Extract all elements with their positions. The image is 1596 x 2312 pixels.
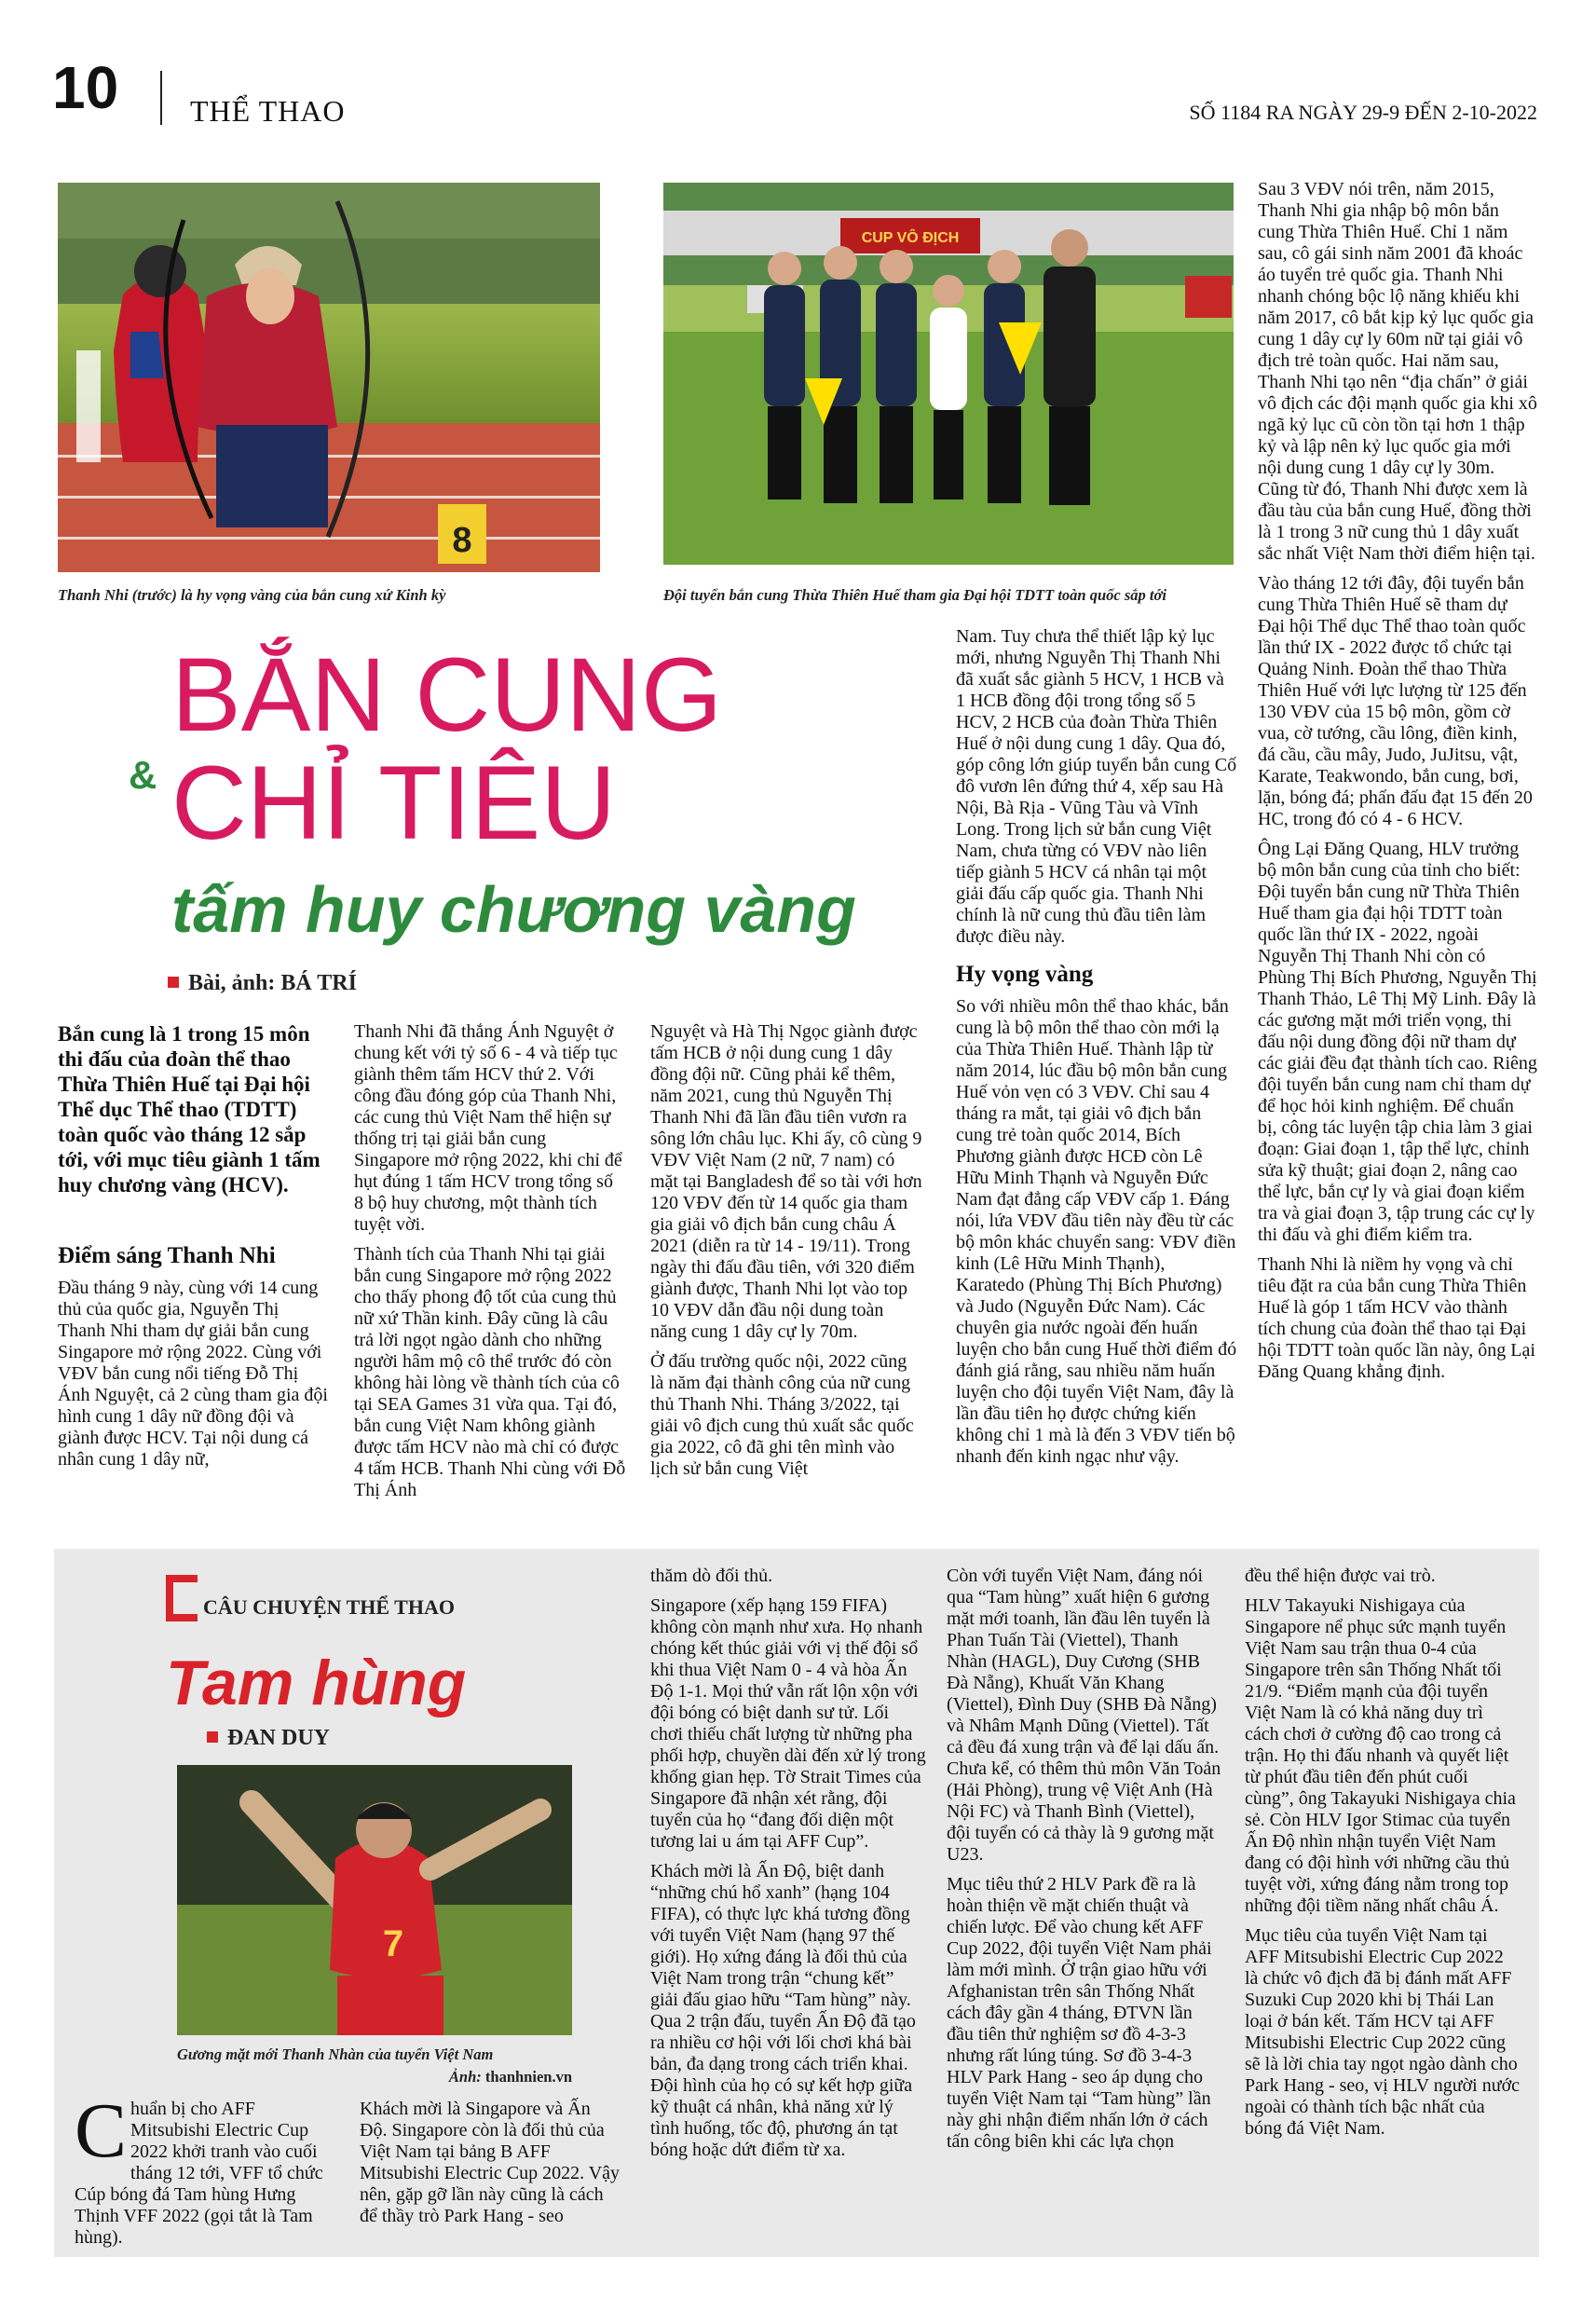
box-c5p0: đều thể hiện được vai trò. bbox=[1245, 1566, 1436, 1586]
box-col1 bbox=[75, 2087, 334, 2257]
box-c5p1: HLV Takayuki Nishigaya của Singapore nể phục sức mạnh tuyển Việt Nam sau trận thua 0-4 của Singapore trên sân Thống Nhất tối 21/9. “Điểm mạnh của đội tuyển Việt Nam là có khả năng duy trì cách chơi ở cường độ cao trong cả trận. Họ thi đấu nhanh và quyết liệt từ phút đầu tiên đến phút cuối cùng”, ông Takayuki Nishigaya chia sẻ. Còn HLV Igor Stimac của tuyển Ấn Độ nhìn nhận tuyển Việt Nam đang có đội hình với những cầu thủ tuyệt vời, xứng đáng nằm trong top những đội tiềm năng nhất châu Á. bbox=[1245, 1595, 1516, 1916]
headline-line2: CHỈ TIÊU bbox=[171, 745, 617, 861]
byline bbox=[168, 969, 357, 997]
box-author-text: ĐAN DUY bbox=[227, 1726, 330, 1750]
box-col2 bbox=[360, 2099, 622, 2236]
article1-col1 bbox=[58, 1021, 330, 1479]
byline-bullet bbox=[168, 977, 179, 988]
article1-col2 bbox=[354, 1021, 626, 1510]
header-divider bbox=[160, 71, 162, 125]
box-c1p1: huẩn bị cho AFF Mitsubishi Electric Cup 2022 khởi tranh vào cuối tháng 12 tới, VFF tổ chức Cúp bóng đá Tam hùng Hưng Thịnh VFF 2022 (gọi tắt là Tam hùng). bbox=[75, 2099, 323, 2248]
article1-c4p1: Nam. Tuy chưa thể thiết lập kỷ lục mới, nhưng Nguyễn Thị Thanh Nhi đã xuất sắc giành 5 HCV, 1 HCB và 1 HCB đồng đội trong tổng số 5 HCV, 2 HCB của đoàn Thừa Thiên Huế ở nội dung cung 1 dây. Qua đó, góp công lớn giúp tuyển bắn cung Cố đô vươn lên đứng thứ 4, xếp sau Hà Nội, Bà Rịa - Vũng Tàu và Vĩnh Long. Trong lịch sử bắn cung Việt Nam, chưa từng có VĐV nào liên tiếp giành 5 HCV cá nhân tại một giải đấu cấp quốc gia. Thanh Nhi chính là nữ cung thủ đầu tiên làm được điều này. bbox=[956, 626, 1237, 947]
box-c2p1: Khách mời là Singapore và Ấn Độ. Singapore còn là đối thủ của Việt Nam tại bảng B AFF Mitsubishi Electric Cup 2022. Vậy nên, gặp gỡ lần này cũng là cách để thầy trò Park Hang - seo bbox=[360, 2099, 621, 2226]
box-label bbox=[166, 1575, 483, 1631]
section-title: THỂ THAO bbox=[190, 94, 346, 128]
box-col3 bbox=[650, 1566, 926, 2169]
issue-info: SỐ 1184 RA NGÀY 29-9 ĐẾN 2-10-2022 bbox=[1189, 101, 1537, 124]
byline-text: Bài, ảnh: BÁ TRÍ bbox=[188, 971, 357, 995]
article1-c3p2: Ở đấu trường quốc nội, 2022 cũng là năm đại thành công của nữ cung thủ Thanh Nhi. Tháng 3/2022, tại giải vô địch cung thủ xuất sắc quốc gia 2022, cô đã ghi tên mình vào lịch sử bắn cung Việt bbox=[650, 1351, 914, 1479]
shirt-number: 7 bbox=[382, 1923, 404, 1964]
football-photo-credit bbox=[177, 2067, 572, 2086]
football-photo-caption: Gương mặt mới Thanh Nhàn của tuyển Việt Nam bbox=[177, 2045, 494, 2063]
team-photo bbox=[663, 183, 1234, 565]
subhead-hy-vong-vang: Hy vọng vàng bbox=[956, 962, 1094, 987]
box-c5p2: Mục tiêu của tuyển Việt Nam tại AFF Mitsubishi Electric Cup 2022 là chức vô địch đã bị đánh mất AFF Suzuki Cup 2020 khi bị Thái Lan loại ở bán kết. Tấm HCV tại AFF Mitsubishi Electric Cup 2022 cũng sẽ là lời chia tay ngọt ngào dành cho Park Hang - seo, vị HLV người nước ngoài có thành tích bậc nhất của bóng đá Việt Nam. bbox=[1245, 1925, 1521, 2139]
subhead-diem-sang: Điểm sáng Thanh Nhi bbox=[58, 1243, 276, 1268]
headline-line1: BẮN CUNG bbox=[171, 636, 723, 753]
article1-c1p1: Đầu tháng 9 này, cùng với 14 cung thủ của quốc gia, Nguyễn Thị Thanh Nhi tham dự giải bắn cung Singapore mở rộng 2022. Cùng với VĐV bắn cung nổi tiếng Đỗ Thị Ánh Nguyệt, cả 2 cùng tham gia đội hình cung 1 dây nữ đồng đội và giành được HCV. Tại nội dung cá nhân cung 1 dây nữ, bbox=[58, 1278, 328, 1470]
right-photo-caption: Đội tuyển bắn cung Thừa Thiên Huế tham gia Đại hội TDTT toàn quốc sắp tới bbox=[663, 586, 1166, 604]
article1-sapo: Bắn cung là 1 trong 15 môn thi đấu của đoàn thể thao Thừa Thiên Huế tại Đại hội Thể dục Thể thao (TDTT) toàn quốc vào tháng 12 sắp tới, với mục tiêu giành 1 tấm huy chương vàng (HCV). bbox=[58, 1022, 321, 1197]
article1-c2p1: Thanh Nhi đã thắng Ánh Nguyệt ở chung kết với tỷ số 6 - 4 và tiếp tục giành thêm tấm HCV thứ 2. Với công đầu đóng góp của Thanh Nhi, các cung thủ Việt Nam thể hiện sự thống trị tại giải bắn cung Singapore mở rộng 2022, khi chỉ để hụt đúng 1 tấm HCV trong tổng số 8 bộ huy chương, một thành tích tuyệt vời. bbox=[354, 1021, 622, 1235]
headline-ampersand: & bbox=[129, 753, 157, 797]
article1-c2p2: Thành tích của Thanh Nhi tại giải bắn cung Singapore mở rộng 2022 cho thấy phong độ tốt của cung thủ nữ xứ Thần kinh. Đây cũng là câu trả lời ngọt ngào dành cho những người hâm mộ cô thể trước đó còn không hài lòng về thành tích của cô tại SEA Games 31 vừa qua. Tại đó, bắn cung Việt Nam không giành được tấm HCV nào mà chỉ có được 4 tấm HCB. Thanh Nhi cùng với Đỗ Thị Ánh bbox=[354, 1244, 626, 1500]
target-number: 8 bbox=[452, 521, 472, 560]
article1-col5 bbox=[1258, 179, 1537, 1391]
page-number: 10 bbox=[52, 54, 119, 121]
box-c1p1-wrap bbox=[75, 2087, 334, 2249]
article1-c5p4: Thanh Nhi là niềm hy vọng và chỉ tiêu đặt ra của bắn cung Thừa Thiên Huế là góp 1 tấm HCV vào thành tích chung của đoàn thể thao tại Đại hội TDTT toàn quốc lần này, ông Lại Đăng Quang khẳng định. bbox=[1258, 1254, 1535, 1382]
article1-c5p3: Ông Lại Đăng Quang, HLV trưởng bộ môn bắn cung của tỉnh cho biết: Đội tuyển bắn cung nữ Thừa Thiên Huế tham gia đại hội TDTT toàn quốc lần thứ IX - 2022, ngoài Nguyễn Thị Thanh Nhi còn có Phùng Thị Bích Phương, Nguyễn Thị Thanh Thảo, Lê Thị Mỹ Linh. Đây là các gương mặt mới triển vọng, thi đấu nội dung đồng đội nữ tham dự các giải đều đạt thành tích cao. Riêng đội tuyển bắn cung nam chỉ tham dự để học hỏi kinh nghiệm. Để chuẩn bị, công tác luyện tập chia làm 3 giai đoạn: Giai đoạn 1, tập thể lực, chỉnh sửa kỹ thuật; giai đoạn 2, nâng cao thể lực, bắn cự ly và giai đoạn kiểm tra và giai đoạn 3, tập trung các cự ly thi đấu và ghi điểm kiểm tra. bbox=[1258, 839, 1537, 1245]
box-c3p1: Singapore (xếp hạng 159 FIFA) không còn mạnh như xưa. Họ nhanh chóng kết thúc giải với vị thế đội sổ khi thua Việt Nam 0 - 4 và hòa Ấn Độ 1-1. Mọi thứ vẫn rất lộn xộn với đội bóng có biệt danh sư tử. Lối chơi thiếu chất lượng từ những pha phối hợp, chuyền dài đến xử lý trong khống gian hẹp. Tờ Strait Times của Singapore đã nhận xét rằng, đội tuyển của họ “đang đối diện một tương lai u ám tại AFF Cup”. bbox=[650, 1595, 926, 1852]
box-col4 bbox=[947, 1566, 1222, 2161]
box-label-text: CÂU CHUYỆN THỂ THAO bbox=[203, 1595, 455, 1619]
box-label-bracket bbox=[166, 1575, 198, 1621]
headline-line3: tấm huy chương vàng bbox=[171, 873, 856, 946]
box-author bbox=[207, 1724, 330, 1752]
article1-c5p2: Vào tháng 12 tới đây, đội tuyển bắn cung Thừa Thiên Huế sẽ tham dự Đại hội Thể dục Thể thao toàn quốc lần thứ IX - 2022 được tổ chức tại Quảng Ninh. Đoàn thể thao Thừa Thiên Huế với lực lượng từ 125 đến 130 VĐV của 15 bộ môn, gồm cờ vua, cờ tướng, cầu lông, điền kinh, đá cầu, cầu mây, Judo, JuJitsu, vật, Karate, Teakwondo, bắn cung, bơi, lặn, bóng đá; phấn đấu đạt 15 đến 20 HC, trong đó có 4 - 6 HCV. bbox=[1258, 573, 1533, 829]
article1-c4p2: So với nhiều môn thể thao khác, bắn cung là bộ môn thể thao còn mới lạ của Thừa Thiên Huế. Thành lập từ năm 2014, lúc đầu bộ môn bắn cung Huế vỏn vẹn có 3 VĐV. Chỉ sau 4 tháng ra mắt, tại giải vô địch bắn cung trẻ toàn quốc 2014, Bích Phương giành được HCĐ còn Lê Hữu Minh Thạnh và Nguyễn Đức Nam đạt đẳng cấp VĐV cấp 1. Đáng nói, lứa VĐV đầu tiên này đều từ các bộ môn khác chuyển sang: VĐV điền kinh (Lê Hữu Minh Thạnh), Karatedo (Phùng Thị Bích Phương) và Judo (Nguyễn Đức Nam). Các chuyên gia nước ngoài đến huấn luyện cho bắn cung Huế thời điểm đó đánh giá rằng, sau nhiều năm huấn luyện cho đội tuyển Việt Nam, đây là lần đầu tiên họ được chứng kiến không chỉ 1 mà là đến 3 VĐV tiến bộ nhanh đến kinh ngạc như vậy. bbox=[956, 996, 1237, 1467]
left-photo-caption: Thanh Nhi (trước) là hy vọng vàng của bắn cung xứ Kinh kỳ bbox=[58, 586, 446, 604]
article1-c5p1: Sau 3 VĐV nói trên, năm 2015, Thanh Nhi gia nhập bộ môn bắn cung Thừa Thiên Huế. Chỉ 1 năm sau, cô gái sinh năm 2001 đã khoác áo tuyển trẻ quốc gia. Thanh Nhi nhanh chóng bộc lộ năng khiếu khi năm 2017, cô bắt kịp kỷ lục quốc gia cung 1 dây cự ly 60m nữ tại giải vô địch trẻ toàn quốc. Hai năm sau, Thanh Nhi tạo nên “địa chấn” ở giải vô địch các đội mạnh quốc gia khi xô ngã kỷ lục cũ còn tồn tại hơn 1 thập kỷ và lập nên kỷ lục quốc gia mới nội dung cung 1 dây cự ly 30m. Cũng từ đó, Thanh Nhi được xem là đầu tàu của bắn cung Huế, đồng thời là 1 trong 3 nữ cung thủ 1 dây xuất sắc nhất Việt Nam thời điểm hiện tại. bbox=[1258, 179, 1537, 564]
box-author-bullet bbox=[207, 1731, 218, 1743]
article1-col3 bbox=[650, 1021, 922, 1488]
box-c4p1: Còn với tuyển Việt Nam, đáng nói qua “Tam hùng” xuất hiện 6 gương mặt mới toanh, lần đầu lên tuyển là Phan Tuấn Tài (Viettel), Thanh Nhàn (HAGL), Duy Cương (SHB Đà Nẵng), Khuất Văn Khang (Viettel), Đình Duy (SHB Đà Nẵng) và Nhâm Mạnh Dũng (Viettel). Tất cả đều đá xung trận và để lại dấu ấn. Chưa kể, có thêm thủ môn Văn Toản (Hải Phòng), trung vệ Việt Anh (Hà Nội FC) và Thanh Bình (Viettel), đội tuyển có cả thày là 9 gương mặt U23. bbox=[947, 1566, 1221, 1865]
credit-source: thanhnien.vn bbox=[484, 2068, 572, 2086]
box-title: Tam hùng bbox=[166, 1648, 467, 1718]
box-c3p2: Khách mời là Ấn Độ, biệt danh “những chú hổ xanh” (hạng 104 FIFA), có thực lực khá tương đồng với tuyển Việt Nam (hạng 97 thế giới). Họ xứng đáng là đối thủ của Việt Nam trong trận “chung kết” giải đấu giao hữu “Tam hùng” này. Qua 2 trận đấu, tuyển Ấn Độ đã tạo ra nhiều cơ hội với lối chơi khá bài bản, đa dạng trong cách triển khai. Đội hình của họ có sự kết hợp giữa kỹ thuật cá nhân, khả năng xử lý tình huống, tốc độ, phương án tạt bóng hoặc dứt điểm từ xa. bbox=[650, 1861, 916, 2160]
article1-col4 bbox=[956, 626, 1237, 1476]
article1-c3p1: Nguyệt và Hà Thị Ngọc giành được tấm HCB ở nội dung cung 1 dây đồng đội nữ. Cũng phải kể thêm, năm 2021, cung thủ Nguyễn Thị Thanh Nhi đã lần đầu tiên vươn ra sông lớn châu lục. Khi ấy, cô cùng 9 VĐV Việt Nam (2 nữ, 7 nam) có mặt tại Bangladesh để so tài với hơn 120 VĐV đến từ 14 quốc gia tham gia giải vô địch bắn cung châu Á 2021 (diễn ra từ 14 - 19/11). Trong ngày thi đấu đầu tiên, với 320 điểm giành được, Thanh Nhi lọt vào top 10 VĐV dẫn đầu nội dung toàn năng cung 1 dây cự ly 70m. bbox=[650, 1021, 922, 1342]
football-photo bbox=[177, 1765, 572, 2035]
archers-photo bbox=[58, 183, 600, 572]
credit-label: Ảnh: bbox=[448, 2068, 482, 2086]
drop-cap: C bbox=[75, 2087, 128, 2174]
banner-text: CUP VÔ ĐỊCH bbox=[861, 230, 960, 246]
box-col5 bbox=[1245, 1566, 1521, 2148]
box-c3p0: thăm dò đối thủ. bbox=[650, 1566, 773, 1586]
box-c4p2: Mục tiêu thứ 2 HLV Park đề ra là hoàn thiện về mặt chiến thuật và chiến lược. Để vào chung kết AFF Cup 2022, đội tuyển Việt Nam phải làm mới mình. Ở trận giao hữu với Afghanistan trên sân Thống Nhất cách đây gần 4 tháng, ĐTVN lần đầu tiên thử nghiệm sơ đồ 4-3-3 nhưng rất lúng túng. Sơ đồ 3-4-3 HLV Park Hang - seo áp dụng cho tuyển Việt Nam tại “Tam hùng” lần này ghi nhận điểm nhấn lớn ở cách tấn công biên khi các lựa chọn bbox=[947, 1874, 1212, 2152]
